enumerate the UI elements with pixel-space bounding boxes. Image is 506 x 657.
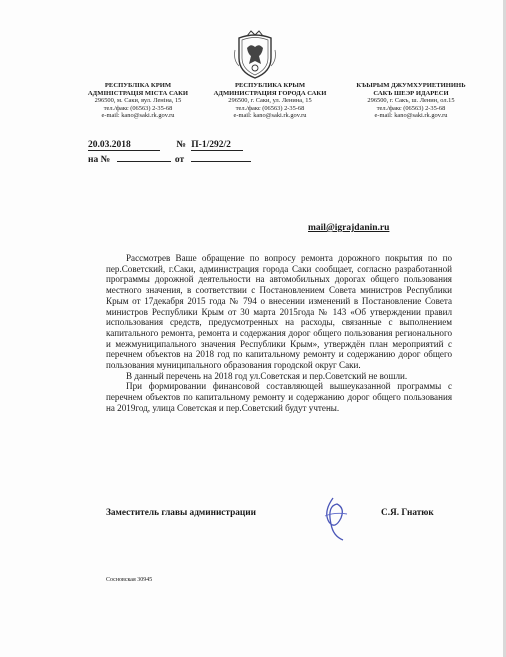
outgoing-registration	[88, 140, 243, 151]
header-right-phone: тел./факс (06563) 2-35-68	[376, 104, 446, 112]
signatory-title: Заместитель главы администрации	[106, 508, 256, 518]
header-left-line1: РЕСПУБЛІКА КРИМ	[104, 82, 172, 89]
ref-date	[191, 161, 251, 162]
outgoing-number-label: №	[176, 140, 186, 150]
body-paragraph-2: В данный перечень на 2018 год ул.Советская и пер.Советский не вошли.	[126, 370, 408, 381]
header-right-address: 296500, г. Сакъ, ш. Ленин, ол.15	[367, 97, 455, 105]
header-mid-line2: АДМИНИСТРАЦИЯ ГОРОДА САКИ	[213, 89, 327, 97]
header-right-email: e-mail: kano@saki.rk.gov.ru	[374, 112, 448, 120]
header-left-phone: тел./факс (06563) 2-35-68	[103, 104, 173, 112]
letter-body	[106, 253, 452, 414]
body-paragraph-1: Рассмотрев Ваше обращение по вопросу ремонта дорожного покрытия по по пер.Советский, г.Саки, администрация города Саки сообщает, согласно разработанной программы дорожной деятельности на автомобильных дорогах общего пользования местного значения, в соответствии с Постановлением Совета министров Республики Крым от 17декабря 2015 года № 794 о внесении изменений в Постановление Совета министров Республики Крым от 30 марта 2015года № 143 «Об утверждении правил использования средств, предусмотренных на расходы, связанные с выполнением капитального ремонта, ремонта и содержания дорог общего пользования регионального и межмуниципального значения Республики Крым», утверждён план мероприятий с перечнем объектов на 2018 год по капитальному ремонту и содержанию дорог общего пользования муниципального образования городской округ Саки.	[106, 253, 452, 371]
header-ukrainian-block	[68, 82, 208, 120]
ref-date-label: от	[174, 155, 185, 165]
ref-number-label: на №	[88, 155, 111, 165]
header-mid-phone: тел./факс (06563) 2-35-68	[235, 104, 305, 112]
header-left-email: e-mail: kano@saki.rk.gov.ru	[101, 112, 175, 120]
incoming-reference	[88, 155, 251, 165]
body-paragraph-3: При формировании финансовой составляющей вышеуказанной программы с перечнем объектов по капитальному ремонту и содержанию дорог общего пользования на 2019год, улица Советская и пер.Советский будут учтены.	[106, 381, 452, 413]
outgoing-date: 20.03.2018	[88, 141, 160, 151]
header-left-address: 296500, м. Саки, вул. Леніна, 15	[94, 97, 182, 105]
header-mid-address: 296500, г. Саки, ул. Ленина, 15	[228, 97, 312, 105]
coat-of-arms-emblem-icon	[233, 30, 277, 80]
header-right-line1: КЪЫРЫМ ДЖУМХУРИЕТИНИНЬ	[356, 82, 466, 89]
header-right-line2: САКЪ ШЕЭР ИДАРЕСИ	[373, 89, 449, 97]
recipient-email: mail@igrajdanin.ru	[308, 223, 390, 233]
executor-note: Сосновская 30945	[106, 577, 153, 583]
signatory-name: С.Я. Гнатюк	[381, 508, 434, 518]
header-left-line2: АДМІНІСТРАЦІЯ МІСТА САКИ	[87, 89, 189, 97]
outgoing-number: П-1/292/2	[191, 141, 243, 151]
header-mid-email: e-mail: kano@saki.rk.gov.ru	[233, 112, 307, 120]
header-crimean-tatar-block	[336, 82, 486, 120]
header-mid-line1: РЕСПУБЛИКА КРЫМ	[234, 82, 306, 89]
header-russian-block	[200, 82, 340, 120]
handwritten-signature-icon	[313, 494, 357, 544]
ref-number	[117, 161, 171, 162]
